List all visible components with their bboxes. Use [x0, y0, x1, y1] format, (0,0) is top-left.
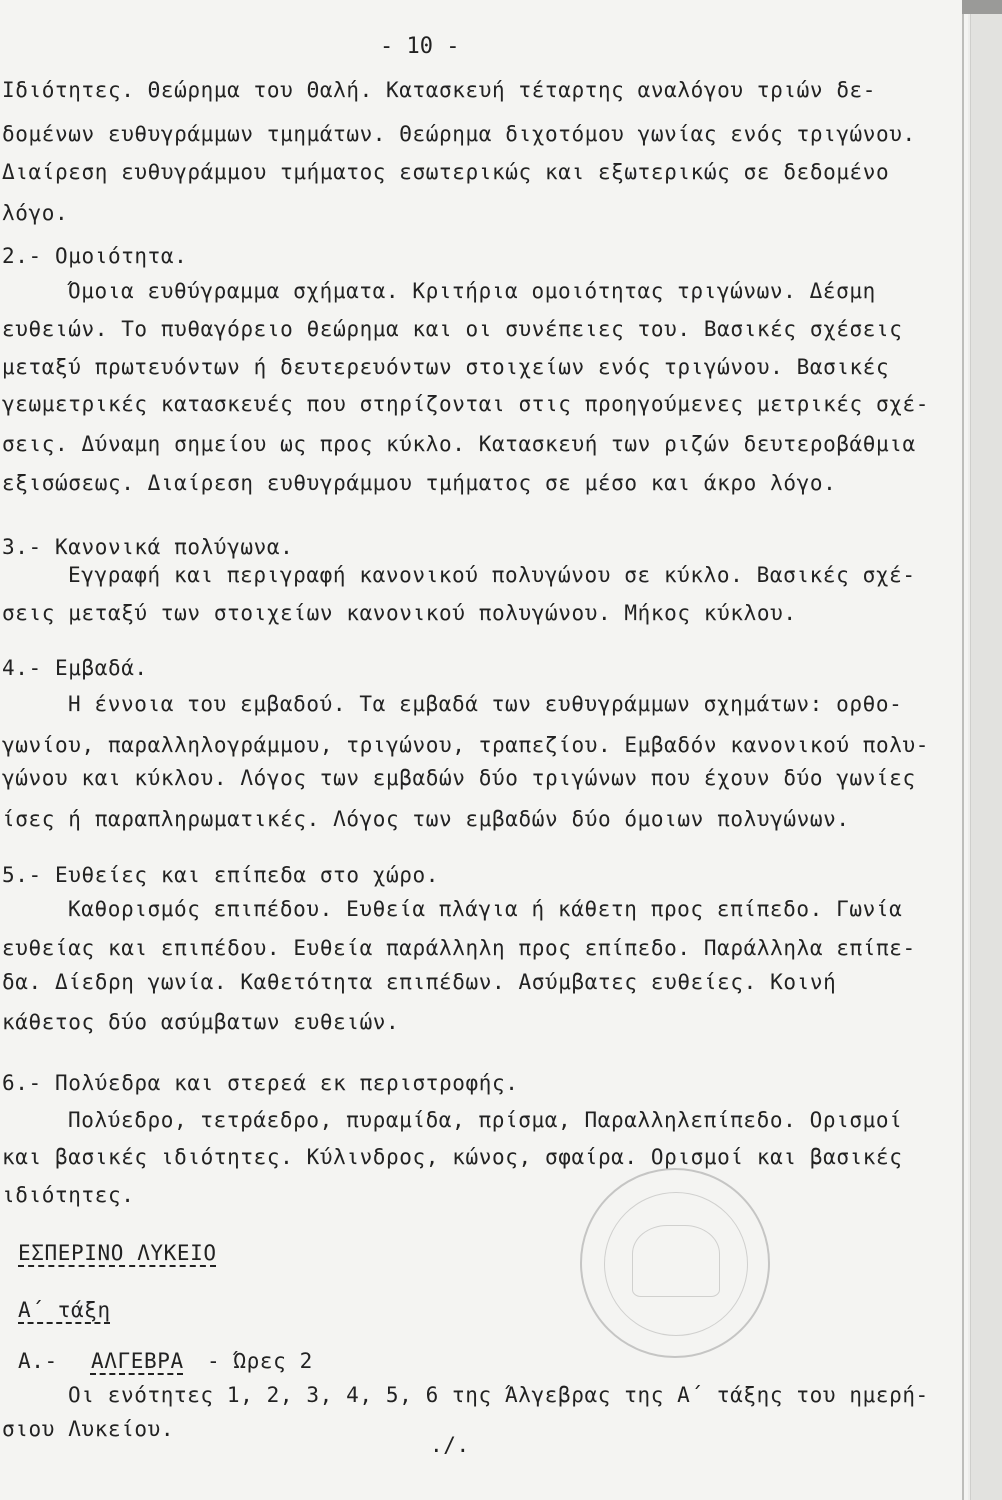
- text-line: ευθειών. Το πυθαγόρειο θεώρημα και οι συνέπειες του. Βασικές σχέσεις: [2, 317, 903, 341]
- page-corner-shadow: [962, 0, 1002, 14]
- text-line: δα. Δίεδρη γωνία. Καθετότητα επιπέδων. Ασύμβατες ευθείες. Κοινή: [2, 970, 837, 994]
- text-line: 6.- Πολύεδρα και στερεά εκ περιστροφής.: [2, 1071, 519, 1095]
- text-line: σεις. Δύναμη σημείου ως προς κύκλο. Κατασκευή των ριζών δευτεροβάθμια: [2, 432, 916, 456]
- text-line: ίσες ή παραπληρωματικές. Λόγος των εμβαδών δύο όμοιων πολυγώνων.: [2, 807, 850, 831]
- text-line: γωνίου, παραλληλογράμμου, τριγώνου, τραπεζίου. Εμβαδόν κανονικού πολυ-: [2, 733, 930, 757]
- next-page-strip: [971, 0, 1002, 1500]
- final-line-2: σιου Λυκείου.: [2, 1417, 175, 1441]
- text-line: μεταξύ πρωτευόντων ή δευτερευόντων στοιχείων ενός τριγώνου. Βασικές: [2, 355, 890, 379]
- heading-class-a: Α΄ τάξη: [18, 1298, 111, 1322]
- page-edge: [962, 0, 964, 1500]
- continuation-mark: ./.: [430, 1433, 470, 1457]
- text-line: λόγο.: [2, 201, 69, 225]
- official-seal-stamp: [580, 1168, 770, 1358]
- text-line: Ιδιότητες. Θεώρημα του Θαλή. Κατασκευή τέταρτης αναλόγου τριών δε-: [2, 78, 877, 102]
- text-line: γεωμετρικές κατασκευές που στηρίζονται στις προηγούμενες μετρικές σχέ-: [2, 392, 930, 416]
- text-line: γώνου και κύκλου. Λόγος των εμβαδών δύο τριγώνων που έχουν δύο γωνίες: [2, 766, 916, 790]
- subject-hours: - Ώρες 2: [206, 1349, 313, 1373]
- heading-evening-lyceum: ΕΣΠΕΡΙΝΟ ΛΥΚΕΙΟ: [18, 1241, 217, 1265]
- text-line: 3.- Κανονικά πολύγωνα.: [2, 535, 294, 559]
- text-line: 2.- Ομοιότητα.: [2, 244, 188, 268]
- text-line: 4.- Εμβαδά.: [2, 656, 148, 680]
- text-line: εξισώσεως. Διαίρεση ευθυγράμμου τμήματος σε μέσο και άκρο λόγο.: [2, 471, 837, 495]
- text-line: Η έννοια του εμβαδού. Τα εμβαδά των ευθυγράμμων σχημάτων: ορθο-: [68, 692, 903, 716]
- text-line: 5.- Ευθείες και επίπεδα στο χώρο.: [2, 863, 440, 887]
- text-line: σεις μεταξύ των στοιχείων κανονικού πολυγώνου. Μήκος κύκλου.: [2, 601, 797, 625]
- text-line: Εγγραφή και περιγραφή κανονικού πολυγώνου σε κύκλο. Βασικές σχέ-: [68, 563, 916, 587]
- text-line: και βασικές ιδιότητες. Κύλινδρος, κώνος, σφαίρα. Ορισμοί και βασικές: [2, 1145, 903, 1169]
- text-line: Πολύεδρο, τετράεδρο, πυραμίδα, πρίσμα, Παραλληλεπίπεδο. Ορισμοί: [68, 1108, 903, 1132]
- text-line: Καθορισμός επιπέδου. Ευθεία πλάγια ή κάθετη προς επίπεδο. Γωνία: [68, 897, 903, 921]
- text-line: δομένων ευθυγράμμων τμημάτων. Θεώρημα διχοτόμου γωνίας ενός τριγώνου.: [2, 122, 916, 146]
- text-line: ιδιότητες.: [2, 1183, 135, 1207]
- text-line: Διαίρεση ευθυγράμμου τμήματος εσωτερικώς και εξωτερικώς σε δεδομένο: [2, 160, 890, 184]
- text-line: ευθείας και επιπέδου. Ευθεία παράλληλη προς επίπεδο. Παράλληλα επίπε-: [2, 936, 916, 960]
- subject-line: [18, 1348, 313, 1374]
- final-line-1: Οι ενότητες 1, 2, 3, 4, 5, 6 της Άλγεβρας της Α΄ τάξης του ημερή-: [68, 1383, 929, 1407]
- text-line: Όμοια ευθύγραμμα σχήματα. Κριτήρια ομοιότητας τριγώνων. Δέσμη: [68, 279, 876, 303]
- subject-name: ΑΛΓΕΒΡΑ: [90, 1349, 184, 1373]
- text-line: κάθετος δύο ασύμβατων ευθειών.: [2, 1010, 400, 1034]
- subject-prefix: Α.-: [18, 1349, 58, 1373]
- page-number: - 10 -: [380, 34, 460, 59]
